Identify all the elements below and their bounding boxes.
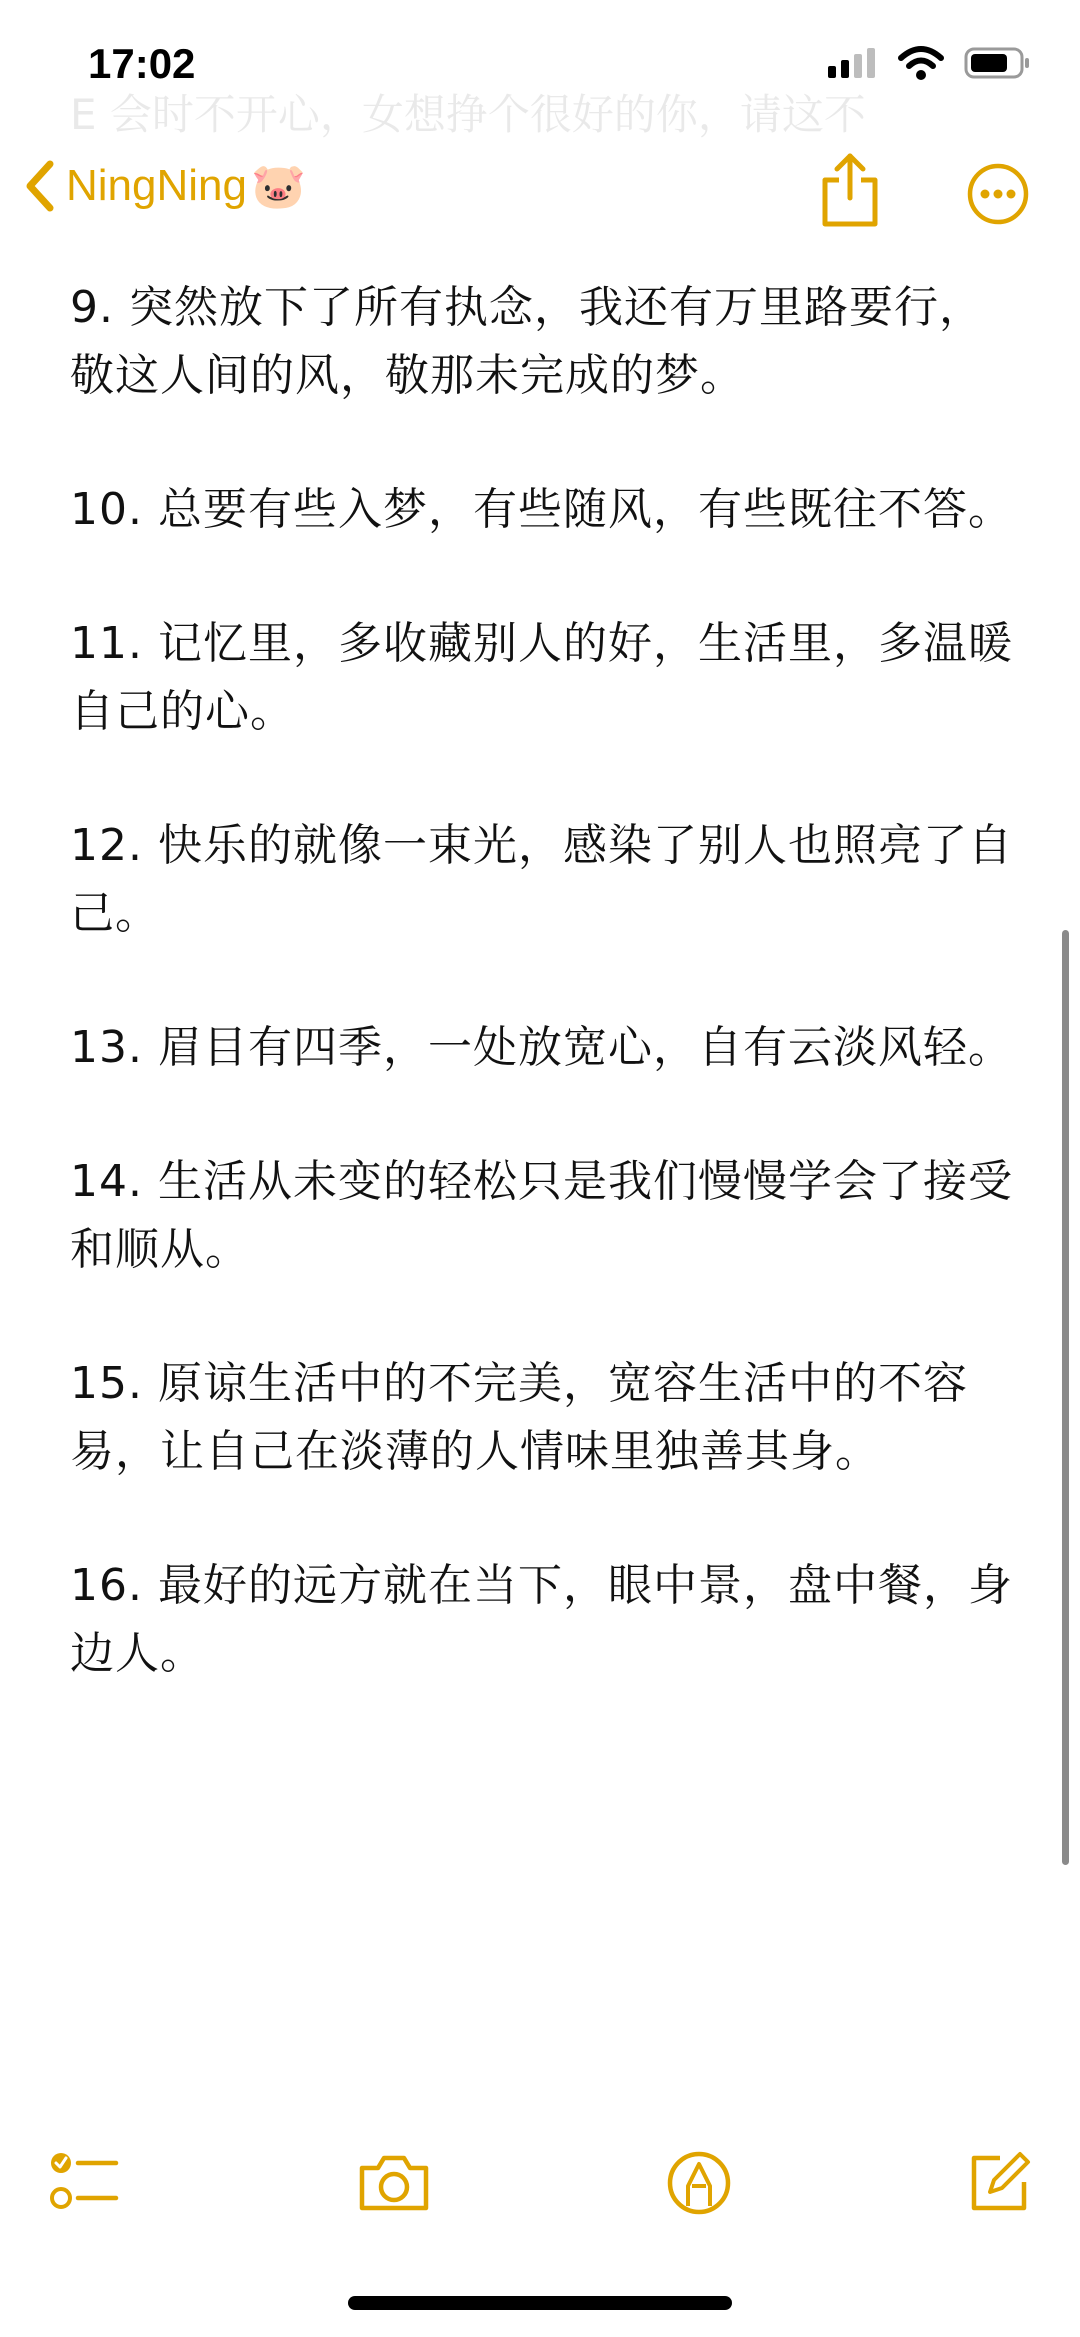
note-paragraph: 13. 眉目有四季，一处放宽心，自有云淡风轻。: [70, 1022, 1013, 1073]
checklist-icon[interactable]: [50, 2150, 120, 2214]
share-icon[interactable]: [815, 150, 885, 230]
note-paragraph: 12. 快乐的就像一束光，感染了别人也照亮了自己。: [70, 820, 1013, 939]
note-paragraph: 16. 最好的远方就在当下，眼中景，盘中餐，身边人。: [70, 1560, 1013, 1679]
wifi-icon: [898, 46, 944, 80]
scrollbar[interactable]: [1062, 930, 1069, 1865]
back-label: NingNing: [66, 161, 247, 210]
chevron-left-icon: [22, 158, 56, 214]
note-paragraph: 10. 总要有些入梦，有些随风，有些既往不答。: [70, 484, 1013, 535]
home-indicator[interactable]: [348, 2296, 732, 2310]
markup-pen-icon[interactable]: [666, 2150, 732, 2216]
note-body[interactable]: [70, 274, 1020, 1754]
note-paragraph: 9. 突然放下了所有执念，我还有万里路要行，敬这人间的风，敬那未完成的梦。: [70, 282, 984, 401]
more-options-icon[interactable]: [966, 162, 1030, 226]
note-paragraph: 15. 原谅生活中的不完美，宽容生活中的不容易，让自己在淡薄的人情味里独善其身。: [70, 1358, 968, 1477]
note-paragraph: 14. 生活从未变的轻松只是我们慢慢学会了接受和顺从。: [70, 1156, 1013, 1275]
cellular-signal-icon: [828, 48, 878, 78]
compose-icon[interactable]: [966, 2150, 1032, 2214]
navigation-bar: [0, 140, 1080, 250]
back-button[interactable]: [22, 158, 306, 214]
battery-icon: [964, 47, 1030, 79]
camera-icon[interactable]: [356, 2150, 432, 2214]
status-icons: [828, 46, 1030, 80]
pig-emoji: 🐷: [250, 161, 306, 212]
bottom-toolbar: [0, 2130, 1080, 2230]
note-paragraph: 11. 记忆里，多收藏别人的好，生活里，多温暖自己的心。: [70, 618, 1013, 737]
scrolled-text-under-nav: E 会时不开心，女想挣个很好的你，请这不: [70, 90, 866, 139]
status-time: 17:02: [88, 40, 196, 87]
